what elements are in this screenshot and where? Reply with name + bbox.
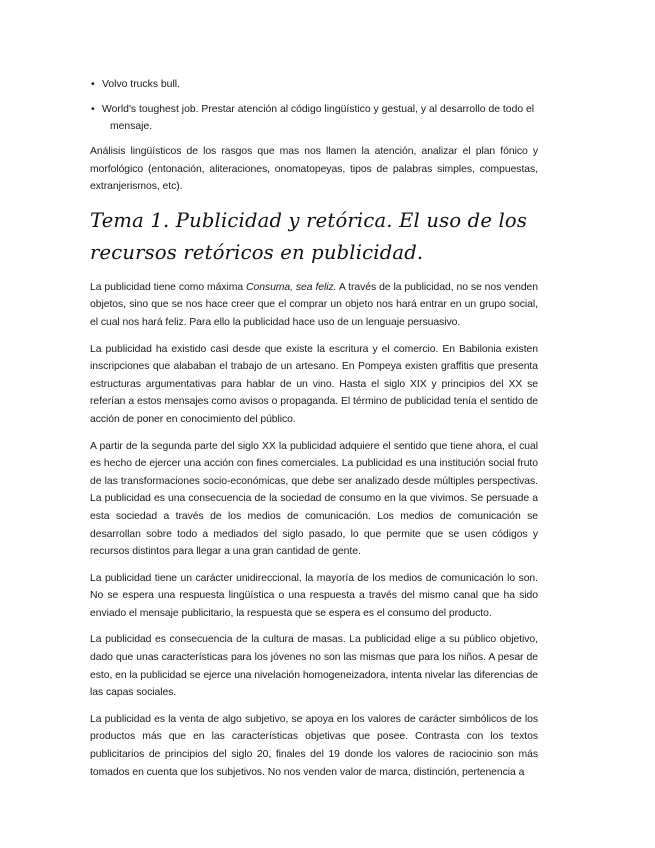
slogan-emphasis: Consuma, sea feliz. [246,281,337,293]
heading-line-2: recursos retóricos en publicidad. [90,240,424,264]
paragraph-4: La publicidad tiene un carácter unidireccional, la mayoría de los medios de comunicación lo son. No se espera una respuesta lingüística o una respuesta a través del mismo canal que ha sido enviado el mensaje publicitario, la respuesta que se espera es el consumo del producto. [90,572,538,619]
document-page [90,76,538,790]
bullet-text: World's toughest job. Prestar atención al código lingüístico y gestual, y al desarrollo de todo el [102,104,535,115]
heading-line-1: Tema 1. Publicidad y retórica. El uso de los [90,208,528,232]
paragraph-1-end: A través de la publicidad, no se nos venden objetos, sino que se nos hace creer que el comprar un objeto nos hará entrar en un grupo social, el cual nos hará feliz. Para ello la publicidad hace uso de un lenguaje persuasivo. [90,281,539,328]
section-heading [90,205,538,269]
bullet-marker: • [91,104,95,115]
bullet-item [90,76,538,93]
bullet-item [90,101,538,135]
paragraph-2: La publicidad ha existido casi desde que existe la escritura y el comercio. En Babilonia existen inscripciones que alababan el trabajo de un artesano. En Pompeya existen graffitis que presenta estructuras argumentativas para hablar de un vino. Hasta el siglo XIX y principios del XX se referían a estos mensajes como avisos o propaganda. El término de publicidad tenía el sentido de acción de poner en conocimiento del público. [90,343,538,425]
paragraph-1 [90,279,538,332]
bullet-text-continuation: mensaje. [110,121,153,132]
bullet-marker: • [91,79,95,90]
paragraph-5: La publicidad es consecuencia de la cultura de masas. La publicidad elige a su público objetivo, dado que unas características para los jóvenes no son las mismas que para los niños. A pesar de esto, en la publicidad se ejerce una nivelación homogeneizadora, intenta nivelar las diferencias de las capas sociales. [90,634,538,699]
paragraph-1-start: La publicidad tiene como máxima [90,281,247,293]
paragraph-3: A partir de la segunda parte del siglo XX la publicidad adquiere el sentido que tiene ahora, el cual es hecho de ejercer una acción con fines comerciales. La publicidad es una institución social fruto de las transformaciones socio-económicas, que debe ser analizado desde múltiples perspectivas. La publicidad es una consecuencia de la sociedad de consumo en la que vivimos. Se persuade a esta sociedad a través de los medios de comunicación. Los medios de comunicación se desarrollan sobre todo a mediados del siglo pasado, lo que permite que se usen códigos y recursos distintos para llegar a una gran cantidad de gente. [90,440,538,558]
intro-paragraph: Análisis lingüísticos de los rasgos que mas nos llamen la atención, analizar el plan fónico y morfológico (entonación, aliteraciones, onomatopeyas, tipos de palabras simples, compuestas, extranjerismos, etc). [90,146,538,193]
bullet-text: Volvo trucks bull. [102,79,180,90]
paragraph-6: La publicidad es la venta de algo subjetivo, se apoya en los valores de carácter simbólicos de los productos más que en las características objetivas que posee. Contrasta con los textos publicitarios de principios del siglo 20, finales del 19 donde los valores de raciocinio son más tomados en cuenta que los subjetivos. No nos venden valor de marca, distinción, pertenencia a [90,713,538,778]
